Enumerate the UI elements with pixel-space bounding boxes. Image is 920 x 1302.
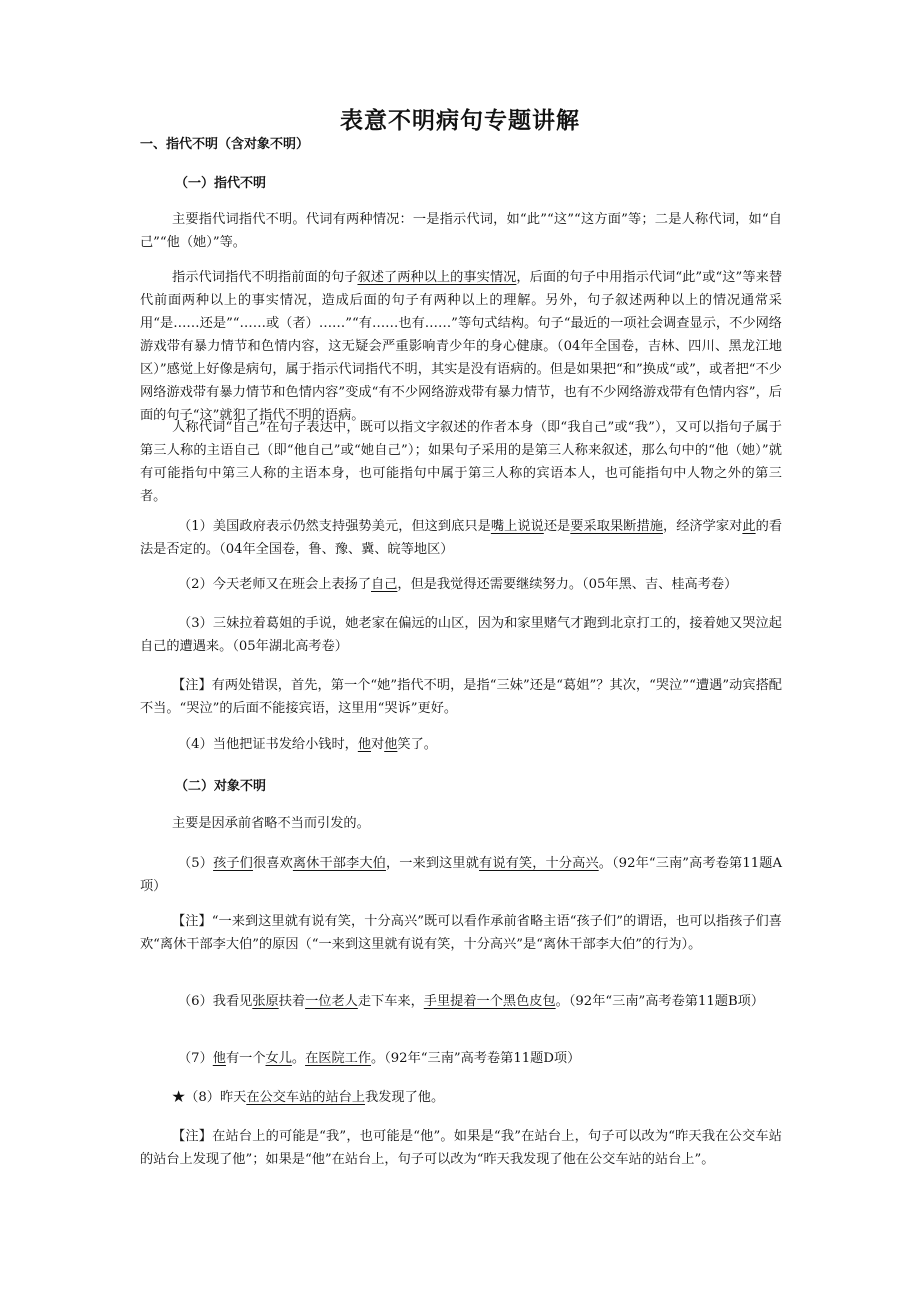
- note-1: 【注】有两处错误，首先，第一个“她”指代不明，是指“三妹”还是“葛姐”？其次，“哭泣”“遭遇”动宾搭配不当。“哭泣”的后面不能接宾语，这里用“哭诉”更好。: [140, 678, 782, 716]
- text-run: ★（8）昨天: [172, 1090, 247, 1105]
- subsection-heading-pronoun: （一）指代不明: [175, 176, 267, 191]
- text-run: 。（92年“三南”高考卷第11题A项）: [140, 856, 783, 894]
- text-run: ，但是我觉得还需要继续努力。（05年黑、吉、桂高考卷）: [397, 577, 738, 592]
- paragraph-personal-pronoun: 人称代词“自己”在句子表达中，既可以指文字叙述的作者本身（即“我自己”或“我”），又可以指句子属于第三人称的主语自己（即“他自己”或“她自己”）；如果句子采用的是第三人称来叙述，那么句中的“他（她）”就有可能指句中第三人称的主语本身，也可能指句中属于第三人称的宾语本人，也可能指句中人物之外的第三者。: [140, 420, 782, 504]
- subsection-heading-object: （二）对象不明: [175, 779, 267, 794]
- underlined-phrase: 叙述了两种以上的事实情况: [357, 270, 517, 285]
- note-3: 【注】在站台上的可能是“我”，也可能是“他”。如果是“我”在站台上，句子可以改为“昨天我在公交车站的站台上发现了他”；如果是“他”在站台上，句子可以改为“昨天我发现了他在公交车站的站台上”。: [140, 1129, 782, 1167]
- text-run: 。: [291, 1051, 306, 1066]
- paragraph-pronoun-intro: 主要指代词指代不明。代词有两种情况：一是指示代词，如“此”“这”“这方面”等；二是人称代词，如“自己”“他（她）”等。: [140, 212, 782, 250]
- underlined-phrase: 他: [212, 1051, 226, 1066]
- underlined-phrase: 在医院工作: [305, 1051, 372, 1066]
- note-2: 【注】“一来到这里就有说有笑，十分高兴”既可以看作承前省略主语“孩子们”的谓语，也可以指孩子们喜欢“离休干部李大伯”的原因（“一来到这里就有说有笑，十分高兴”是“离休干部李大伯”的行为）。: [140, 914, 782, 952]
- underlined-phrase: 离休干部李大伯: [292, 856, 386, 871]
- text-run: 的看法是否定的。（04年全国卷，鲁、豫、冀、皖等地区）: [140, 519, 783, 557]
- text-run: 。（92年“三南”高考卷第11题B项）: [555, 994, 765, 1009]
- underlined-phrase: 女儿: [265, 1051, 292, 1066]
- text-run: （4）当他把证书发给小钱时，: [178, 737, 358, 752]
- text-run: （6）我看见: [178, 994, 253, 1009]
- text-run: ，经济学家对: [662, 519, 743, 534]
- text-run: 走下车来，: [357, 994, 424, 1009]
- text-run: （7）: [178, 1051, 213, 1066]
- underlined-phrase: 有说有笑，十分高兴: [479, 856, 599, 871]
- underlined-phrase: 孩子们: [213, 856, 253, 871]
- underlined-phrase: 手里提着一个黑色皮包: [423, 994, 556, 1009]
- underlined-phrase: 嘴上说说: [490, 519, 544, 534]
- page-title: 表意不明病句专题讲解: [340, 108, 580, 134]
- underlined-phrase: 他: [357, 737, 372, 752]
- underlined-phrase: 自己: [371, 577, 398, 592]
- section-heading-1: 一、指代不明（含对象不明）: [140, 137, 310, 152]
- underlined-phrase: 张原: [252, 994, 279, 1009]
- text-run: （5）: [178, 856, 214, 871]
- text-run: （1）美国政府表示仍然支持强势美元，但这到底只是: [178, 519, 491, 534]
- text-run: 我发现了他。: [365, 1090, 445, 1105]
- paragraph-demonstrative: [140, 266, 782, 427]
- paragraph-object-intro: 主要是因承前省略不当而引发的。: [172, 816, 370, 831]
- example-6: [140, 990, 782, 1013]
- example-5: [140, 852, 782, 898]
- text-run: （2）今天老师又在班会上表扬了: [178, 577, 372, 592]
- text-run: 扶着: [278, 994, 306, 1009]
- text-run: ，一来到这里就: [385, 856, 480, 871]
- example-3: （3）三妹拉着葛姐的手说，她老家在偏远的山区，因为和家里赌气才跑到北京打工的，接着她又哭泣起自己的遭遇来。（05年湖北高考卷）: [140, 616, 782, 654]
- underlined-phrase: 此: [742, 519, 756, 534]
- example-4: [140, 733, 782, 756]
- example-1: [140, 515, 782, 561]
- underlined-phrase: 一位老人: [305, 994, 358, 1009]
- text-run: 很喜欢: [252, 856, 293, 871]
- text-run: 指示代词指代不明指前面的句子: [172, 270, 358, 285]
- text-run: 。（92年“三南”高考卷第11题D项）: [371, 1051, 581, 1066]
- text-run: ，后面的句子中用指示代词“此”或“这”等来替代前面两种以上的事实情况，造成后面的句子有两种以上的理解。另外，句子叙述两种以上的情况通常采用“是……还是”“……或（者）……”“有……也有……”等句式结构。句子“最近的一项社会调查显示，不少网络游戏带有暴力情节和色情内容，这无疑会严重影响青少年的身心健康。（04年全国卷，吉林、四川、黑龙江地区）”感觉上好像是病句，属于指示代词指代不明，其实是没有语病的。但是如果把“和”换成“或”，或者把“不少网络游戏带有暴力情节和色情内容”变成“有不少网络游戏带有暴力情节，也有不少网络游戏带有色情内容”，后面的句子“这”就犯了指代不明的语病。: [140, 270, 783, 423]
- example-7: [140, 1047, 782, 1070]
- text-run: 笑了。: [397, 737, 437, 752]
- example-2: [140, 573, 782, 596]
- text-run: 还是: [543, 519, 571, 534]
- underlined-phrase: 要采取果断措施: [570, 519, 663, 534]
- text-run: 有一个: [225, 1051, 266, 1066]
- text-run: 对: [371, 737, 385, 752]
- example-8: [140, 1086, 782, 1109]
- underlined-phrase: 在公交车站的站台上: [246, 1090, 366, 1105]
- underlined-phrase: 他: [384, 737, 398, 752]
